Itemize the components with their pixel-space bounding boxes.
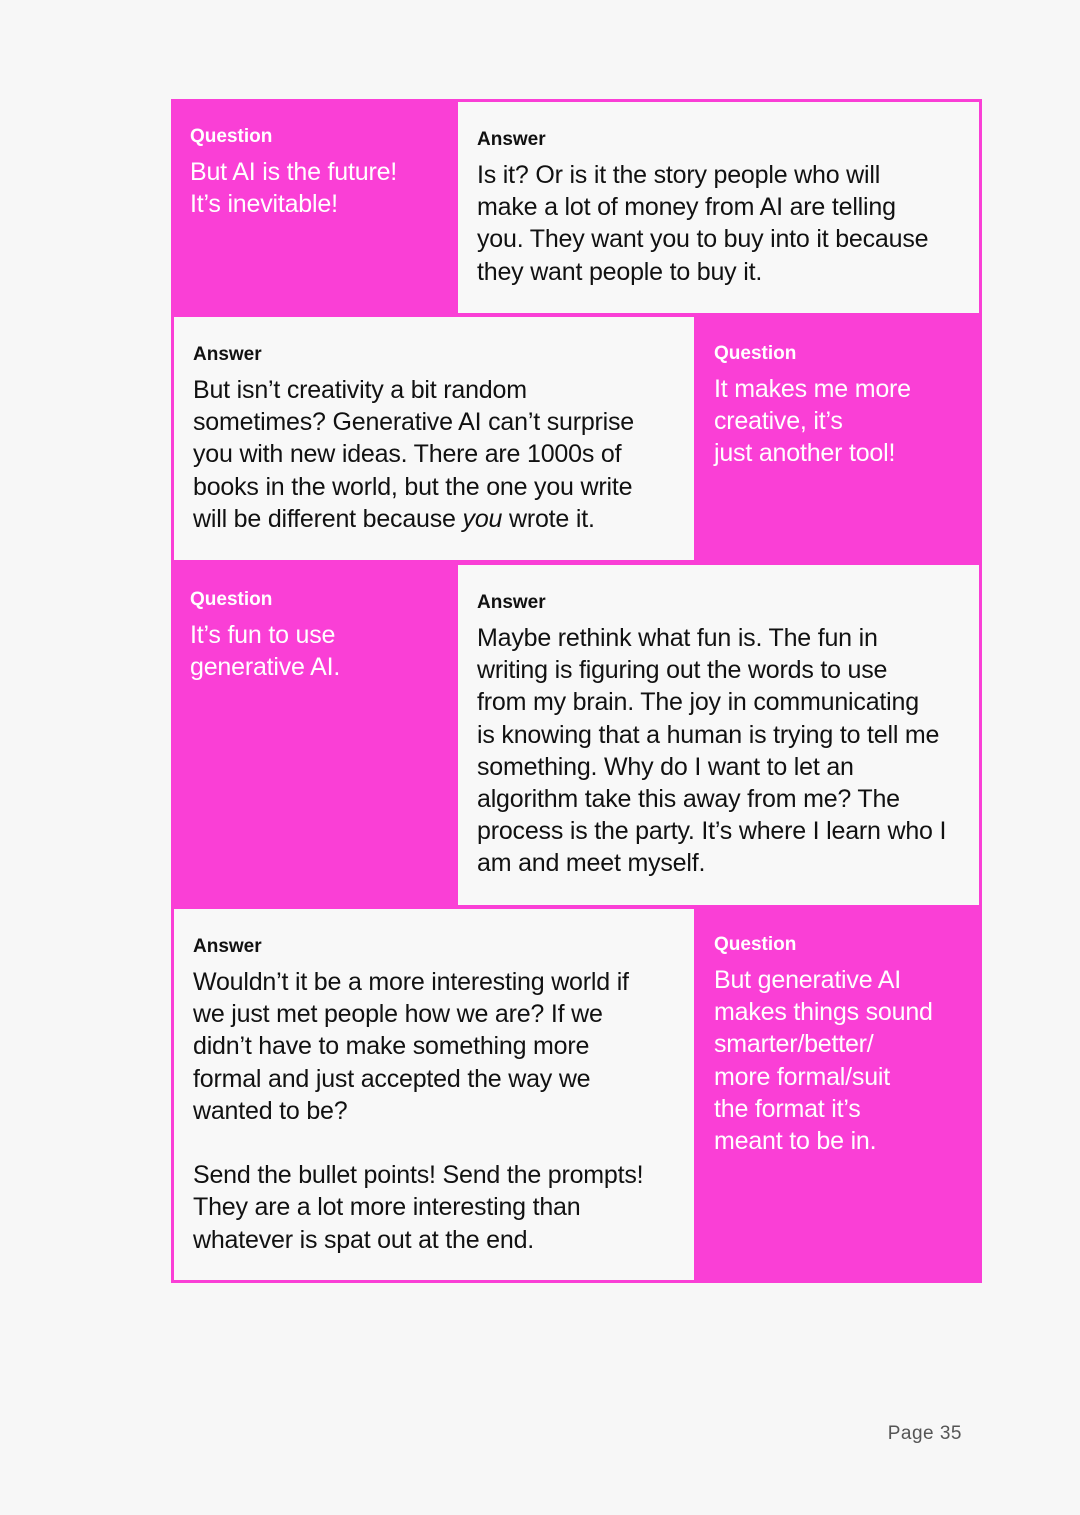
answer-text: Is it? Or is it the story people who will make a lot of money from AI are telling you. They want you to buy into it because they want people to buy it. bbox=[477, 161, 929, 286]
question-card-4 bbox=[695, 907, 982, 1283]
question-text: It’s fun to use generative AI. bbox=[190, 621, 341, 682]
answer-card-3 bbox=[458, 565, 979, 905]
answer-text-after: wrote it. bbox=[502, 504, 595, 533]
answer-text-before: But isn’t creativity a bit random sometimes? Generative AI can’t surprise you with new ideas. There are 1000s of books in the world, but the one you write will be different because bbox=[193, 376, 635, 533]
answer-card-4 bbox=[174, 909, 694, 1280]
answer-text: Wouldn’t it be a more interesting world if we just met people how we are? If we didn’t have to make something more formal and just accepted the way we wanted to be? Send the bullet points! Send the prompts! They are a lot more interesting than whatever is spat out at the end. bbox=[193, 968, 644, 1254]
question-text: It makes me more creative, it’s just another tool! bbox=[714, 375, 911, 468]
question-text: But AI is the future! It’s inevitable! bbox=[190, 158, 398, 219]
answer-text: Maybe rethink what fun is. The fun in writing is figuring out the words to use from my brain. The joy in communicating is knowing that a human is trying to tell me something. Why do I want to let an algorithm take this away from me? The process is the party. It’s where I learn who I am and meet myself. bbox=[477, 624, 947, 878]
answer-label: Answer bbox=[477, 592, 546, 613]
answer-text bbox=[193, 374, 676, 535]
answer-text-emphasis: you bbox=[462, 504, 503, 533]
question-label: Question bbox=[190, 126, 273, 147]
answer-label: Answer bbox=[477, 129, 546, 150]
question-card-3 bbox=[171, 562, 457, 907]
answer-label: Answer bbox=[193, 936, 262, 957]
question-card-2 bbox=[695, 316, 982, 562]
question-text: But generative AI makes things sound smarter/better/ more formal/suit the format it’s meant to be in. bbox=[714, 966, 933, 1156]
question-label: Question bbox=[190, 589, 273, 610]
page-number: Page 35 bbox=[887, 1423, 962, 1444]
answer-card-2 bbox=[174, 317, 694, 560]
answer-card-1 bbox=[458, 102, 979, 313]
question-label: Question bbox=[714, 934, 797, 955]
answer-label: Answer bbox=[193, 344, 262, 365]
qa-grid bbox=[171, 99, 982, 1283]
question-card-1 bbox=[171, 99, 457, 316]
question-label: Question bbox=[714, 343, 797, 364]
